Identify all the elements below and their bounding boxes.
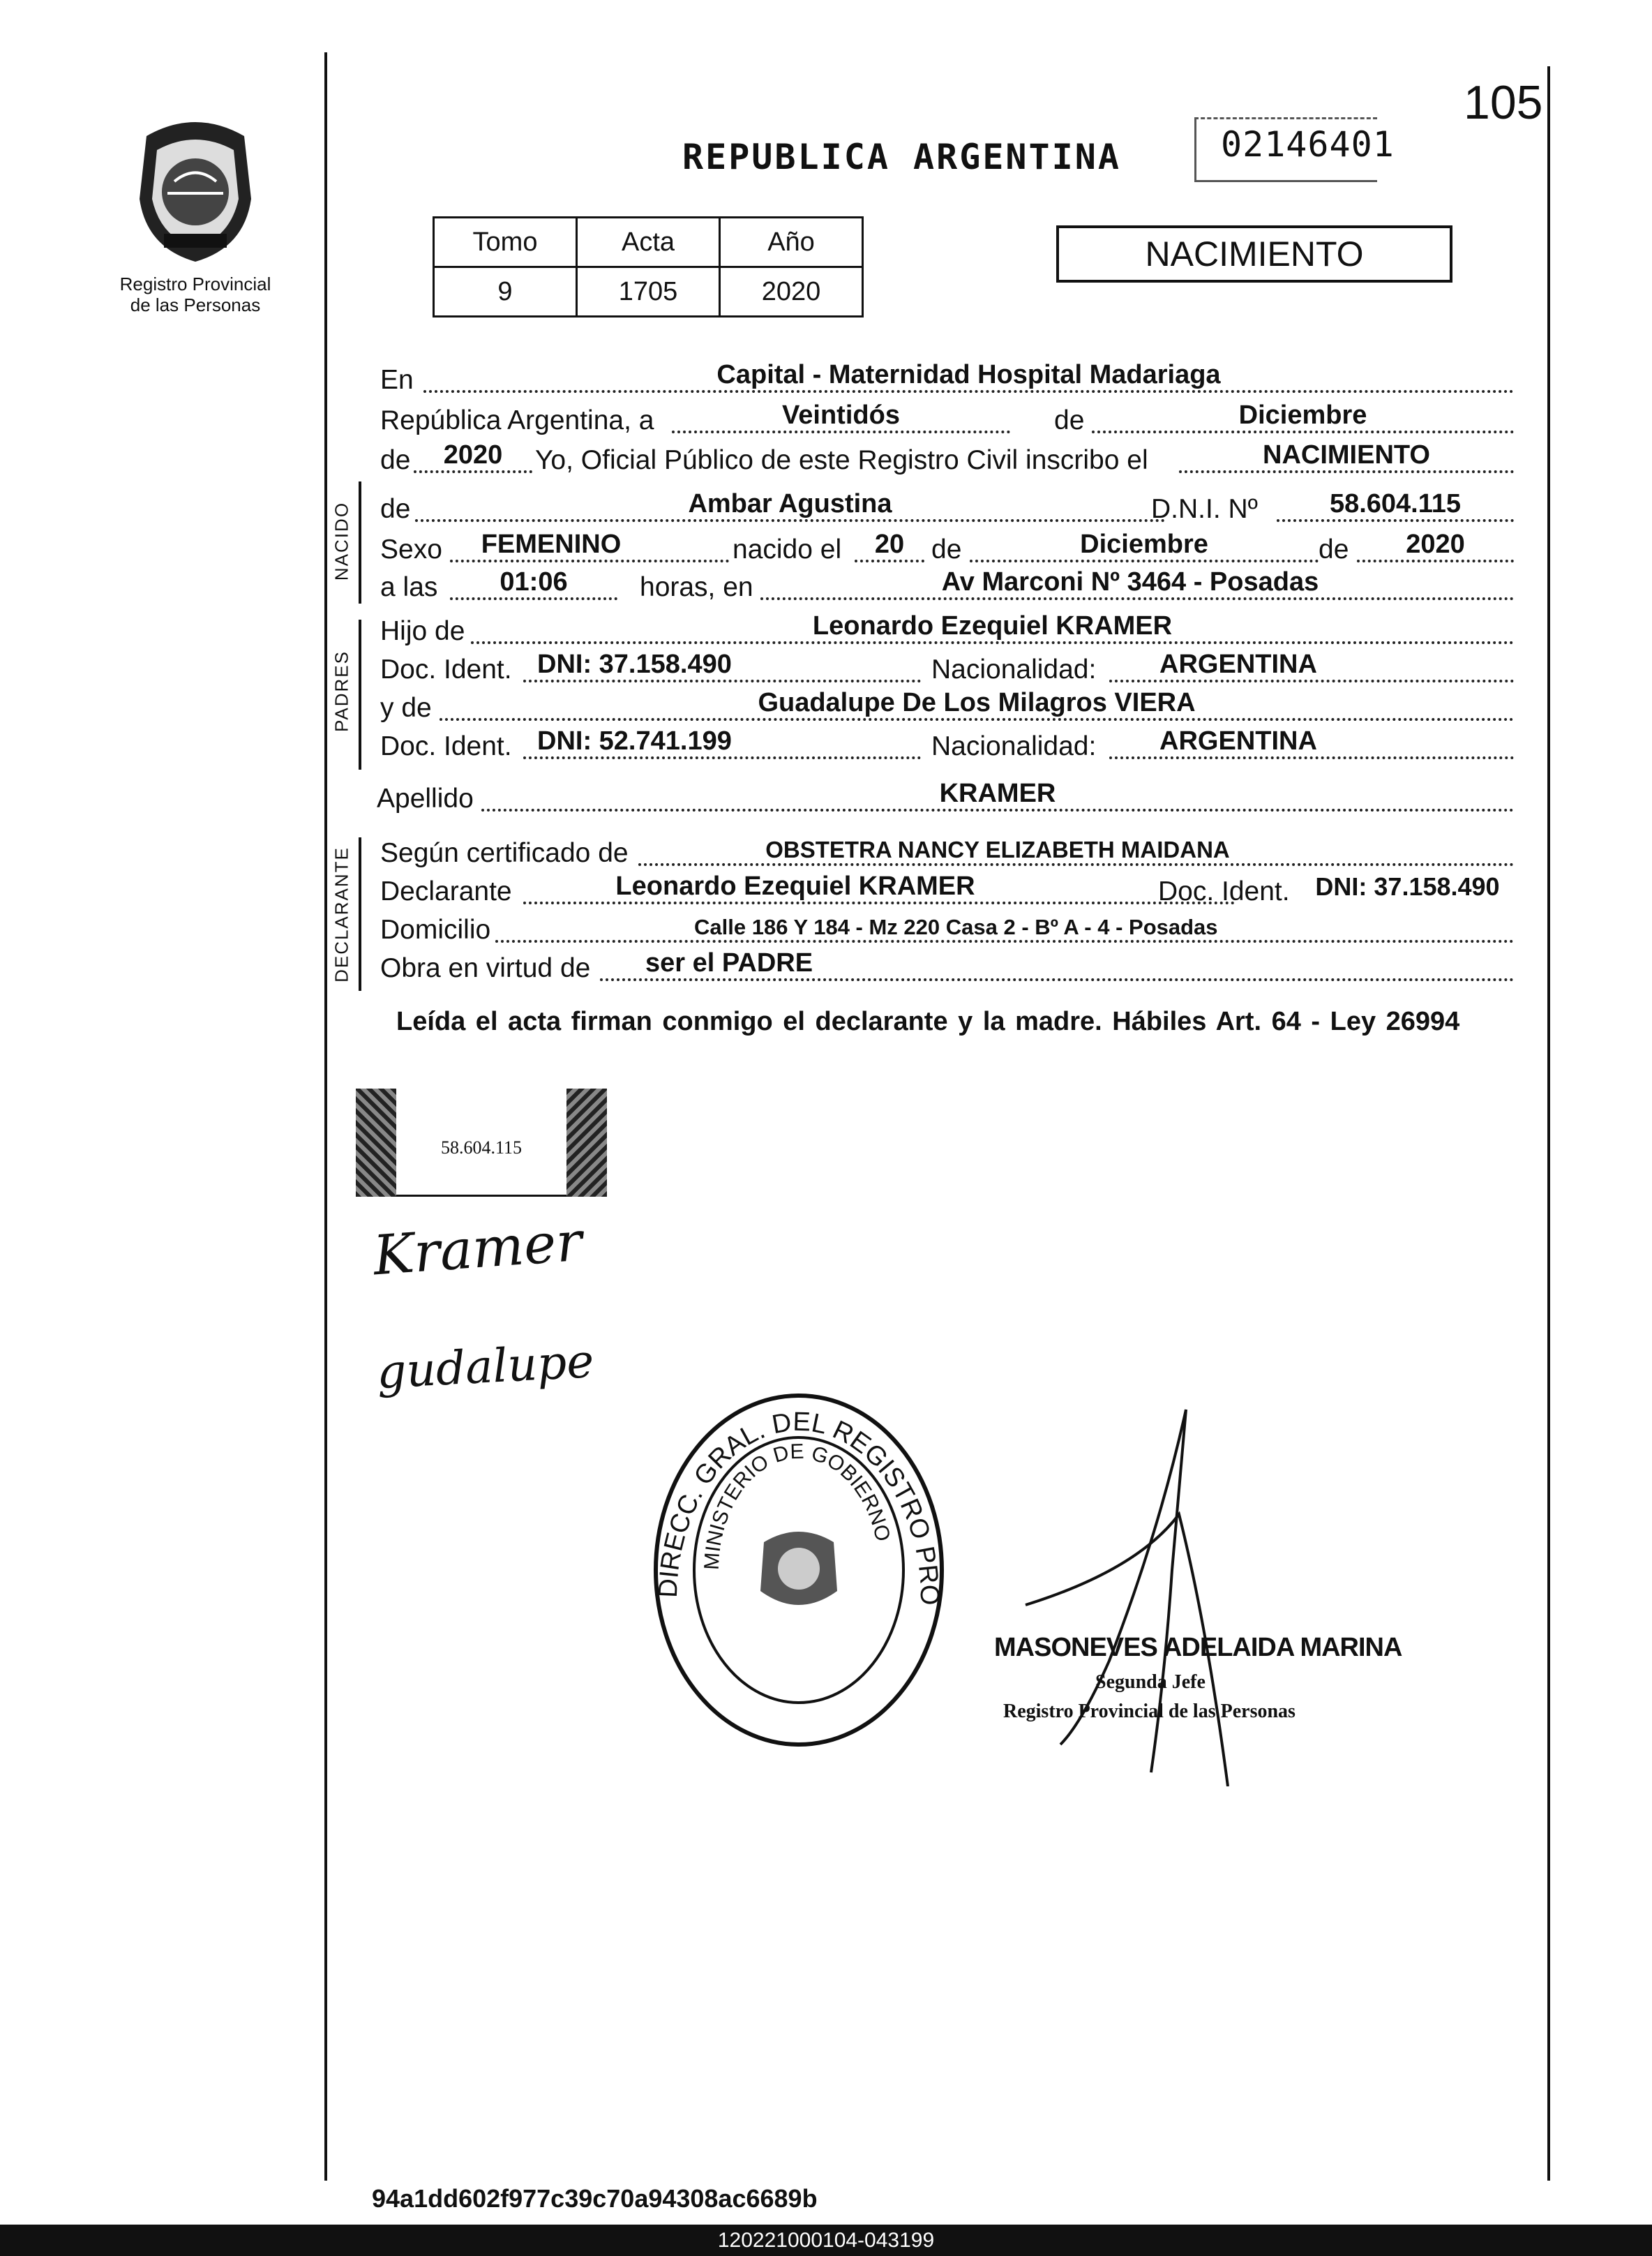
cert-value: OBSTETRA NANCY ELIZABETH MAIDANA: [765, 837, 1230, 862]
office-name: [105, 274, 286, 315]
value-acta: 1705: [577, 267, 720, 317]
act-type: NACIMIENTO: [1145, 234, 1364, 274]
declarante-section-bar: [359, 837, 361, 991]
declarante-name: Leonardo Ezequiel KRAMER: [615, 872, 975, 901]
nacido-time-row: [380, 567, 1514, 608]
born-label: nacido el: [733, 535, 842, 565]
declarante-row: [380, 871, 1514, 913]
closing-statement: Leída el acta firman conmigo el declarante y la madre. Hábiles Art. 64 - Ley 26994: [396, 1007, 1460, 1036]
seal-outer-text: DIRECC. GRAL. DEL REGISTRO PRO: [653, 1407, 945, 1606]
mother-row: [380, 687, 1514, 729]
nacido-section-bar: [359, 481, 361, 604]
father-doc: DNI: 37.158.490: [537, 650, 732, 679]
virtue-value: ser el PADRE: [645, 948, 813, 978]
declarante-section-label: DECLARANTE: [331, 846, 352, 983]
header-acta: Acta: [577, 218, 720, 267]
value-tomo: 9: [434, 267, 577, 317]
cert-row: [380, 832, 1514, 874]
year-text: Yo, Oficial Público de este Registro Civil inscribo el: [535, 445, 1148, 475]
apellido-label: Apellido: [377, 784, 474, 814]
date-label: República Argentina, a: [380, 405, 654, 435]
place-value: Capital - Maternidad Hospital Madariaga: [716, 360, 1221, 389]
date-month: Diciembre: [1238, 401, 1367, 430]
nacido-dni: 58.604.115: [1329, 489, 1462, 518]
father-nat: ARGENTINA: [1159, 650, 1317, 679]
footprint-label: 58.604.115: [440, 1137, 523, 1158]
father-row: [380, 611, 1514, 652]
serial-box: [1194, 112, 1395, 188]
registry-table: [433, 216, 864, 318]
footer-code: 120221000104-043199: [717, 2229, 935, 2252]
born-day: 20: [874, 530, 905, 559]
apellido-value: KRAMER: [939, 779, 1056, 808]
mother-doc-row: [380, 726, 1514, 768]
mother-doc: DNI: 52.741.199: [537, 726, 732, 756]
born-year: 2020: [1406, 530, 1465, 559]
mother-doc-label: Doc. Ident.: [380, 731, 512, 761]
official-seal: [649, 1389, 949, 1751]
cert-label: Según certificado de: [380, 838, 629, 868]
father-nat-label: Nacionalidad:: [931, 655, 1097, 685]
nacido-name-row: [380, 488, 1514, 530]
header-tomo: Tomo: [434, 218, 577, 267]
official-signature: [998, 1396, 1291, 1786]
mother-name: Guadalupe De Los Milagros VIERA: [758, 688, 1196, 717]
birth-place-label: horas, en: [640, 572, 753, 602]
office-line-1: Registro Provincial: [119, 274, 271, 294]
footprint-left: [356, 1089, 396, 1197]
header-ano: Año: [720, 218, 863, 267]
father-label: Hijo de: [380, 616, 465, 646]
registry-value-row: [434, 267, 863, 317]
province-logo: [126, 115, 265, 265]
document-hash: 94a1dd602f977c39c70a94308ac6689b: [372, 2184, 818, 2213]
footer-bar: [0, 2225, 1652, 2256]
official-office: Registro Provincial de las Personas: [1003, 1701, 1296, 1722]
father-signature: Kramer: [371, 1210, 585, 1288]
born-de2: de: [1319, 535, 1349, 565]
father-doc-row: [380, 649, 1514, 691]
born-month: Diciembre: [1080, 530, 1208, 559]
right-margin-line: [1547, 66, 1550, 2181]
place-row: [380, 359, 1514, 401]
birth-place: Av Marconi Nº 3464 - Posadas: [941, 567, 1319, 597]
left-margin-line: [324, 52, 327, 2181]
year-act: NACIMIENTO: [1263, 440, 1430, 470]
mother-label: y de: [380, 693, 432, 723]
seal-inner-text: MINISTERIO DE GOBIERNO: [700, 1440, 895, 1571]
year-value: 2020: [443, 440, 503, 470]
mother-signature: gudalupe: [375, 1334, 596, 1400]
time-label: a las: [380, 572, 438, 602]
footprint-box: [356, 1089, 607, 1197]
virtue-row: [380, 948, 1514, 989]
date-row: [380, 400, 1514, 442]
page-number: 105: [1464, 76, 1543, 129]
mother-nat-label: Nacionalidad:: [931, 731, 1097, 761]
place-label: En: [380, 365, 414, 395]
value-ano: 2020: [720, 267, 863, 317]
nacido-name: Ambar Agustina: [688, 489, 892, 518]
date-day: Veintidós: [782, 401, 900, 430]
footprint-right: [566, 1089, 607, 1197]
year-row: [380, 440, 1514, 481]
time-value: 01:06: [500, 567, 568, 597]
nacido-sex-row: [380, 529, 1514, 571]
mother-nat: ARGENTINA: [1159, 726, 1317, 756]
apellido-row: [377, 778, 1514, 820]
padres-section-bar: [359, 620, 361, 770]
father-name: Leonardo Ezequiel KRAMER: [812, 611, 1173, 641]
address-label: Domicilio: [380, 915, 491, 945]
declarante-doc: DNI: 37.158.490: [1315, 872, 1500, 901]
serial-number: 02146401: [1221, 124, 1395, 165]
official-name: MASONEVES ADELAIDA MARINA: [994, 1633, 1402, 1662]
registry-header-row: [434, 218, 863, 267]
office-line-2: de las Personas: [130, 294, 261, 315]
year-label: de: [380, 445, 411, 475]
date-de-label: de: [1054, 405, 1085, 435]
nacido-section-label: NACIDO: [331, 501, 352, 581]
declarante-label: Declarante: [380, 876, 512, 906]
nacido-name-label: de: [380, 494, 411, 524]
act-type-box: [1056, 225, 1452, 283]
address-row: [380, 909, 1514, 951]
father-doc-label: Doc. Ident.: [380, 655, 512, 685]
born-de1: de: [931, 535, 962, 565]
document-title: REPUBLICA ARGENTINA: [682, 137, 1121, 177]
sex-value: FEMENINO: [481, 530, 622, 559]
address-value: Calle 186 Y 184 - Mz 220 Casa 2 - Bº A - 4 - Posadas: [694, 915, 1218, 939]
padres-section-label: PADRES: [331, 650, 352, 732]
virtue-label: Obra en virtud de: [380, 953, 591, 983]
declarante-doc-label: Doc. Ident.: [1158, 876, 1290, 906]
sex-label: Sexo: [380, 535, 442, 565]
official-role: Segunda Jefe: [1095, 1671, 1206, 1693]
nacido-dni-label: D.N.I. Nº: [1151, 494, 1258, 524]
